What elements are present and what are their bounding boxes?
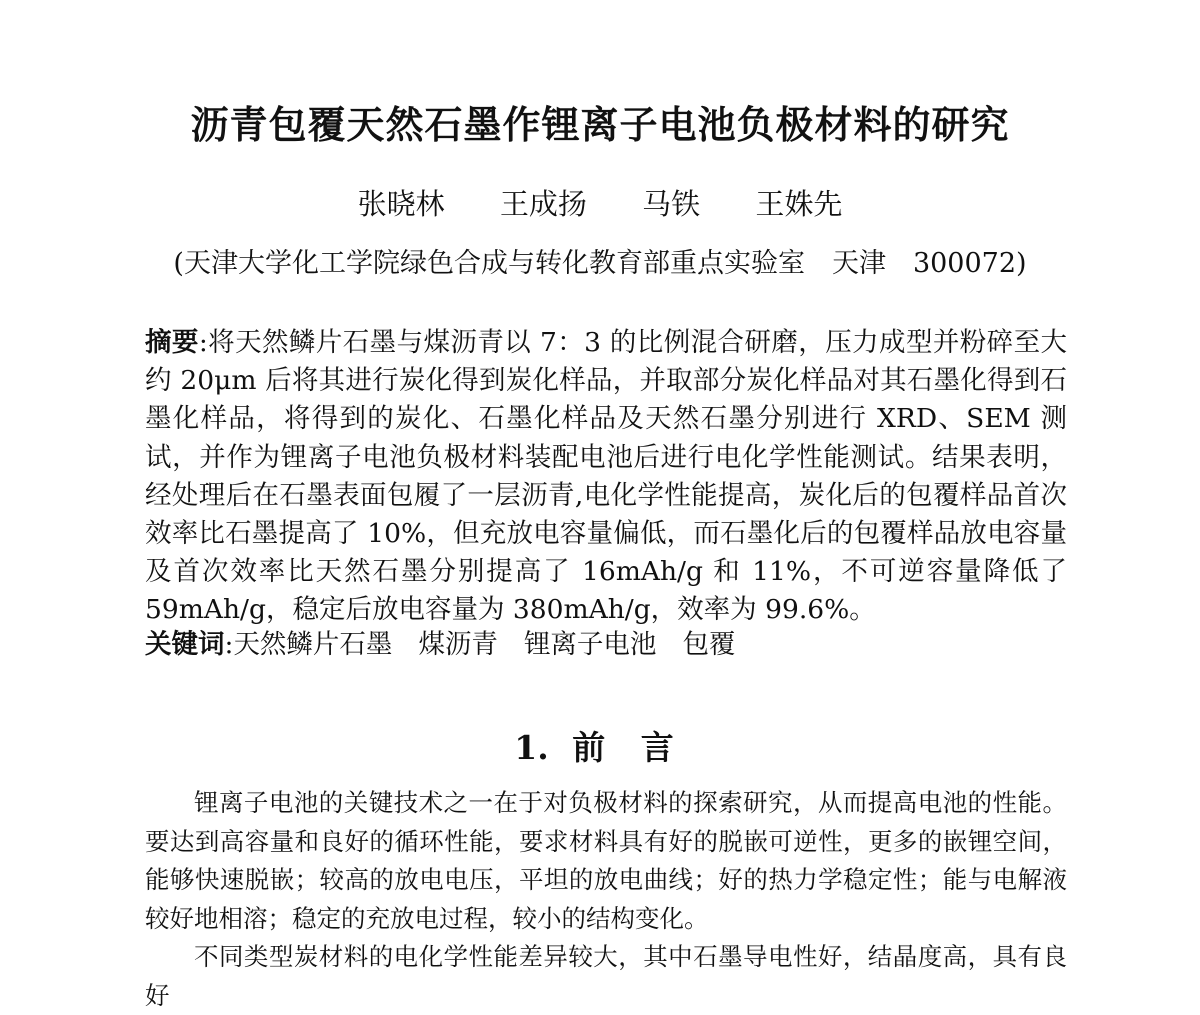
author-name: 马铁 [642, 187, 701, 221]
paragraph: 锂离子电池的关键技术之一在于对负极材料的探索研究，从而提高电池的性能。要达到高容量和良好的循环性能，要求材料具有好的脱嵌可逆性，更多的嵌锂空间，能够快速脱嵌；较高的放电电压，平坦的放电曲线；好的热力学稳定性；能与电解液较好地相溶；稳定的充放电过程，较小的结构变化。 [145, 788, 1067, 933]
keywords-label: 关键词 [145, 629, 225, 660]
abstract [145, 324, 1067, 630]
keyword: 煤沥青 [418, 629, 498, 660]
author-name: 王成扬 [499, 187, 587, 221]
section-number: 1. [514, 728, 549, 767]
keyword: 天然鳞片石墨 [233, 629, 393, 660]
keywords-separator: : [224, 629, 234, 660]
paragraph: 不同类型炭材料的电化学性能差异较大，其中石墨导电性好，结晶度高，具有良好 [145, 942, 1067, 1010]
body-text [145, 784, 1067, 1015]
paper-title: 沥青包覆天然石墨作锂离子电池负极材料的研究 [190, 103, 1010, 147]
author-name: 王姝先 [755, 187, 843, 221]
author-name: 张晓林 [357, 187, 445, 221]
abstract-label: 摘要 [145, 327, 199, 358]
keyword: 包覆 [682, 629, 736, 660]
section-heading [0, 726, 1200, 770]
section-title: 前 言 [572, 728, 686, 767]
keyword: 锂离子电池 [523, 629, 657, 660]
keywords [145, 626, 1067, 664]
abstract-text: :将天然鳞片石墨与煤沥青以 7：3 的比例混合研磨，压力成型并粉碎至大约 20μm 后将其进行炭化得到炭化样品，并取部分炭化样品对其石墨化得到石墨化样品，将得到的炭化、石墨化样品及天然石墨分别进行 XRD、SEM 测试，并作为锂离子电池负极材料装配电池后进行电化学性能测试。结果表明，经处理后在石墨表面包履了一层沥青,电化学性能提高，炭化后的包覆样品首次效率比石墨提高了 10%，但充放电容量偏低，而石墨化后的包覆样品放电容量及首次效率比天然石墨分别提高了 16mAh/g 和 11%，不可逆容量降低了 59mAh/g，稳定后放电容量为 380mAh/g，效率为 99.6%。 [145, 327, 1068, 626]
author-list [0, 184, 1200, 224]
affiliation: (天津大学化工学院绿色合成与转化教育部重点实验室 天津 300072) [173, 248, 1027, 279]
